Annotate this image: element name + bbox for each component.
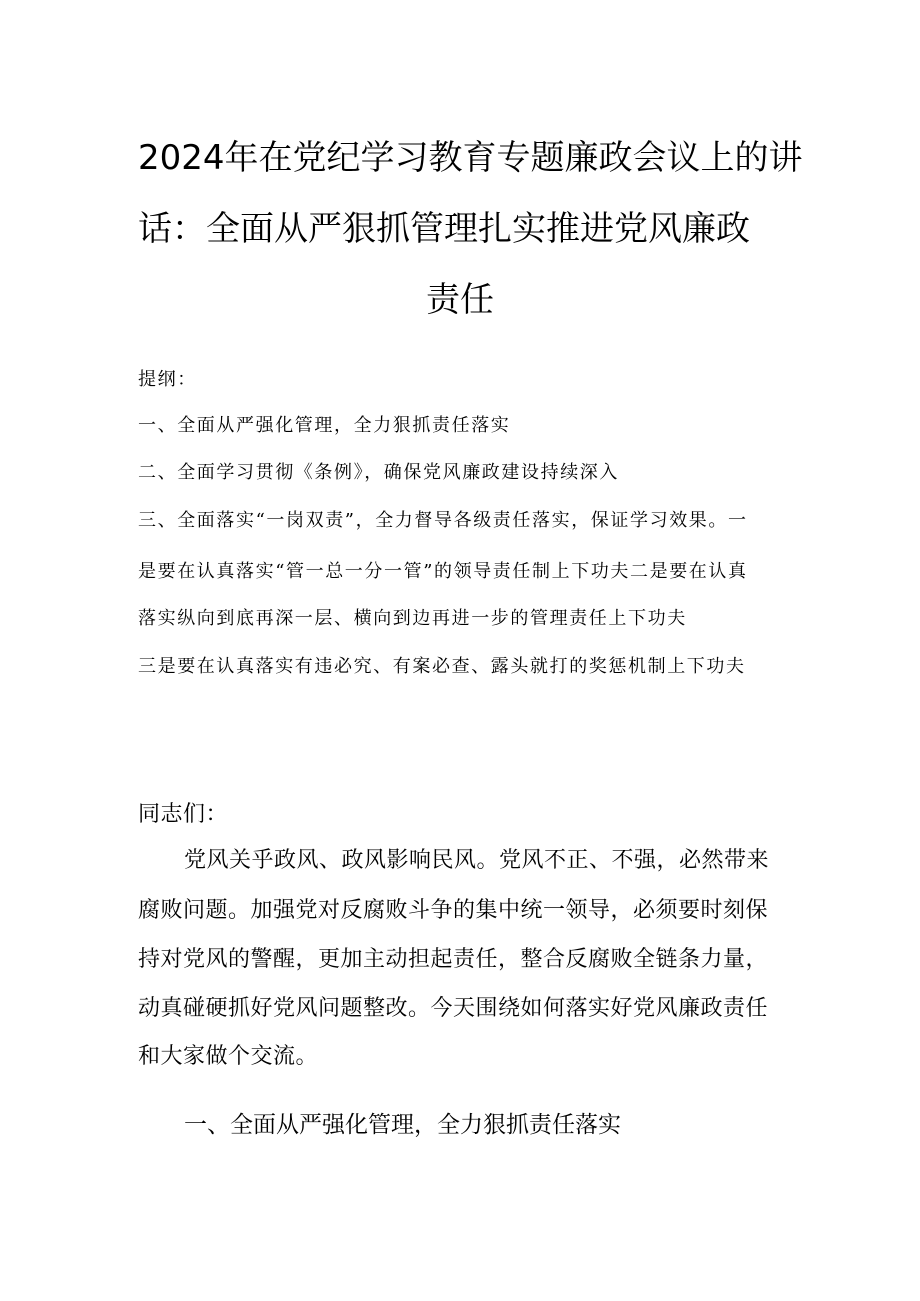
section-heading-1: 一、全面从严强化管理，全力狠抓责任落实	[184, 1112, 621, 1138]
paragraph-line-4: 动真碰硬抓好党风问题整改。今天围绕如何落实好党风廉政责任	[138, 996, 769, 1021]
document-title-line-2: 话：全面从严狠抓管理扎实推进党风廉政	[138, 209, 750, 249]
paragraph-line-3: 持对党风的警醒，更加主动担起责任，整合反腐败全链条力量，	[138, 947, 769, 972]
outline-item-4: 三是要在认真落实有违必究、有案必查、露头就打的奖惩机制上下功夫	[138, 656, 746, 677]
outline-item-3-line-3: 落实纵向到底再深一层、横向到边再进一步的管理责任上下功夫	[138, 608, 687, 629]
outline-item-3-line-2: 是要在认真落实“管一总一分一管”的领导责任制上下功夫二是要在认真	[138, 561, 748, 582]
document-title-line-3: 责任	[426, 280, 494, 320]
paragraph-line-1: 党风关乎政风、政风影响民风。党风不正、不强，必然带来	[184, 848, 770, 873]
outline-item-3-line-1: 三、全面落实“一岗双责”，全力督导各级责任落实，保证学习效果。一	[138, 510, 748, 531]
document-title-line-1: 2024年在党纪学习教育专题廉政会议上的讲	[138, 138, 803, 178]
paragraph-line-5: 和大家做个交流。	[138, 1044, 319, 1069]
outline-item-1: 一、全面从严强化管理，全力狠抓责任落实	[138, 415, 511, 436]
greeting: 同志们：	[138, 802, 229, 827]
outline-label: 提纲：	[138, 369, 197, 390]
outline-item-2: 二、全面学习贯彻《条例》，确保党风廉政建设持续深入	[138, 462, 619, 483]
paragraph-line-2: 腐败问题。加强党对反腐败斗争的集中统一领导，必须要时刻保	[138, 898, 769, 923]
